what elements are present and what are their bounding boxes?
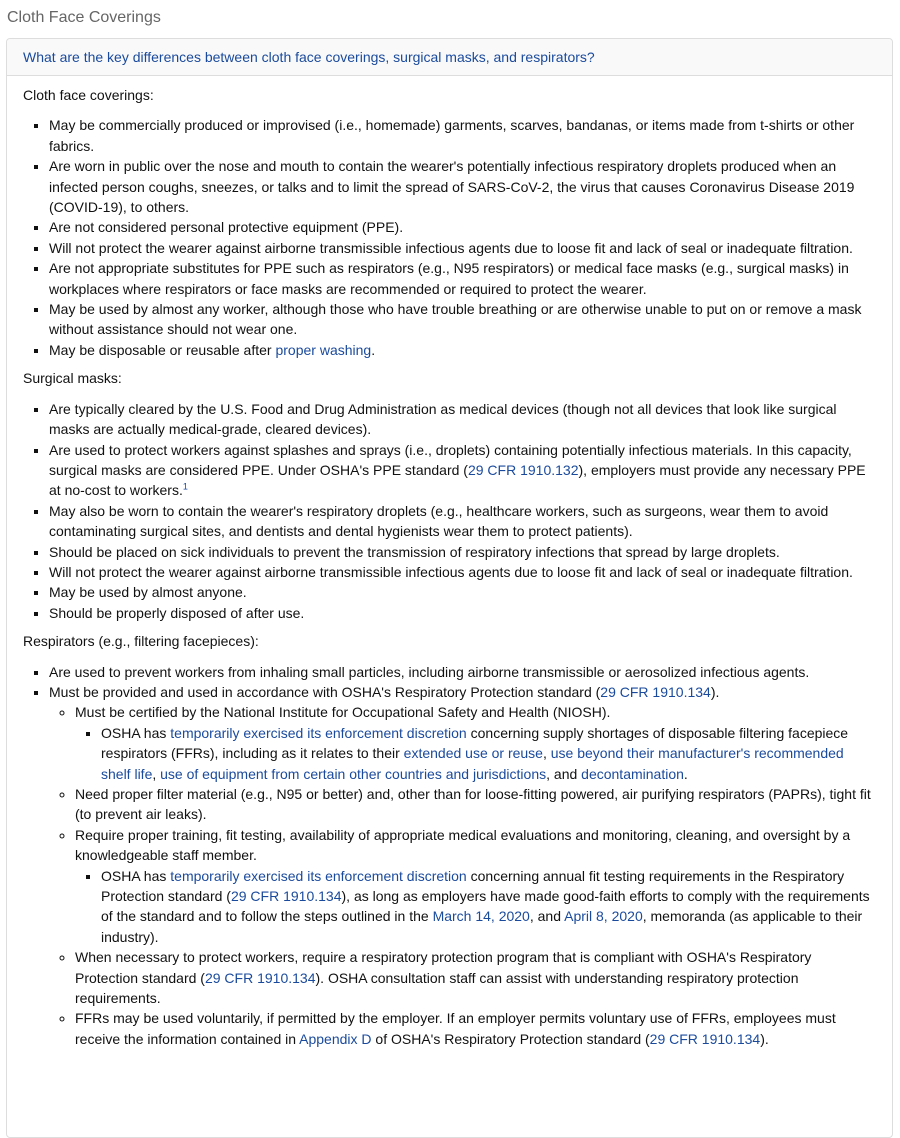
text: FFRs may be used voluntarily, if permitted by the employer. If an employer permits voluntary use of FFRs, employees must receive the information contained in [75,1010,836,1047]
list-item [75,702,876,784]
appendix-d-link[interactable]: Appendix D [299,1030,372,1047]
faq-question-heading [7,39,892,76]
text: OSHA has [101,724,171,741]
text: concerning annual fit testing requirements in the Respiratory Protection standard ( [101,867,845,905]
text: Require proper training, fit testing, availability of appropriate medical evaluations and monitoring, cleaning, and oversight by a knowledgeable staff member. [75,826,851,864]
list-item: ▪ Will not protect the wearer against airborne transmissible infectious agents due to loose fit and lack of seal or inadequate filtration. [49,238,876,258]
cfr-1910-134-link[interactable]: 29 CFR 1910.134 [600,683,711,700]
other-countries-link[interactable]: use of equipment from certain other countries and jurisdictions [160,765,547,782]
list-item: ▪ Are used to prevent workers from inhaling small particles, including airborne transmissible or aerosolized infectious agents. [49,662,876,682]
text: Must be provided and used in accordance with OSHA's Respiratory Protection standard ( [49,683,601,700]
list-item: ◦ Need proper filter material (e.g., N95 or better) and, other than for loose-fitting powered, air purifying respirators (PAPRs), tight fit (to prevent air leaks). [75,784,876,825]
text: concerning supply shortages of disposable filtering facepiece respirators (FFRs), including as it relates to their [101,724,849,762]
text: Must be certified by the National Institute for Occupational Safety and Health (NIOSH). [75,704,611,721]
training-sublist [75,866,876,948]
list-item: ▪ May be used by almost any worker, although those who have trouble breathing or are otherwise unable to put on or remove a mask without assistance should not wear one. [49,299,876,340]
faq-panel [6,38,893,1138]
april-memo-link[interactable]: April 8, 2020 [564,908,643,925]
text: When necessary to protect workers, require a respiratory protection program that is compliant with OSHA's Respiratory Protection standard ( [75,949,812,986]
list-item: ▪ Are not appropriate substitutes for PPE such as respirators (e.g., N95 respirators) or medical face masks (e.g., surgical masks) in workplaces where respirators or face masks are recommended or required to protect the wearer. [49,258,876,299]
footnote-link[interactable]: 1 [182,481,188,492]
text: , [542,745,551,762]
cfr-1910-132-link[interactable]: 29 CFR 1910.132 [467,461,579,478]
respirators-list [23,662,876,1050]
cfr-1910-134-link[interactable]: 29 CFR 1910.134 [204,969,316,986]
page-title: Cloth Face Coverings [7,9,161,26]
enforcement-discretion-link[interactable]: temporarily exercised its enforcement discretion [170,867,467,884]
text: ), as long as employers have made good-faith efforts to comply with the requirements of the standard and to follow the steps outlined in the [101,888,870,925]
shelf-life-link[interactable]: use beyond their manufacturer's recommended shelf life [101,745,844,782]
respirators-heading: Respirators (e.g., filtering facepieces): [23,633,259,650]
enforcement-discretion-link[interactable]: temporarily exercised its enforcement discretion [170,724,467,741]
list-item: ▪ Will not protect the wearer against airborne transmissible infectious agents due to loose fit and lack of seal or inadequate filtration. [49,562,876,582]
text: . [371,341,376,358]
surgical-list [23,399,876,623]
list-item [49,682,876,1049]
faq-question-link[interactable]: What are the key differences between cloth face coverings, surgical masks, and respirators? [23,49,595,65]
proper-washing-link[interactable]: proper washing [275,341,372,358]
list-item: ▪ May also be worn to contain the wearer's respiratory droplets (e.g., healthcare workers, such as surgeons, wear them to avoid contaminating surgical sites, and dentists and dental hygienists wear them to protect patients). [49,501,876,542]
list-item [101,723,876,784]
list-item [75,825,876,947]
text: ). [710,683,720,700]
text: , and [529,908,565,925]
text: . [683,765,688,782]
text: , memoranda (as applicable to their industry). [101,908,863,945]
niosh-sublist [75,723,876,784]
faq-answer [7,76,892,1049]
text: , and [546,765,582,782]
extended-use-link[interactable]: extended use or reuse [403,745,543,762]
decontamination-link[interactable]: decontamination [581,765,684,782]
list-item: ▪ May be commercially produced or improvised (i.e., homemade) garments, scarves, bandanas, or items made from t-shirts or other fabrics. [49,115,876,156]
text: Are used to protect workers against splashes and sprays (i.e., droplets) containing potentially infectious materials. In this capacity, surgical masks are considered PPE. Under OSHA's PPE standard ( [49,441,852,478]
text: ), employers must provide any necessary PPE at no-cost to workers. [49,461,866,499]
text: OSHA has [101,867,171,884]
list-item: ▪ Are typically cleared by the U.S. Food and Drug Administration as medical devices (though not all devices that look like surgical masks are actually medical-grade, cleared devices). [49,399,876,440]
respirators-sublist [49,702,876,1049]
text: May be disposable or reusable after [49,341,276,358]
text: , [152,765,161,782]
list-item [49,440,876,501]
list-item: ▪ Should be placed on sick individuals to prevent the transmission of respiratory infections that spread by large droplets. [49,542,876,562]
list-item: ▪ Are not considered personal protective equipment (PPE). [49,217,876,237]
list-item [75,1008,876,1049]
text: ). OSHA consultation staff can assist with understanding respiratory protection requirements. [75,969,799,1007]
text: of OSHA's Respiratory Protection standard ( [371,1030,650,1047]
cloth-list [23,115,876,360]
list-item: ▪ Should be properly disposed of after use. [49,603,876,623]
surgical-heading: Surgical masks: [23,370,122,387]
list-item: ▪ Are worn in public over the nose and mouth to contain the wearer's potentially infectious respiratory droplets produced when an infected person coughs, sneezes, or talks and to limit the spread of SARS-CoV-2, the virus that causes Coronavirus Disease 2019 (COVID-19), to others. [49,156,876,217]
text: ). [760,1030,769,1047]
list-item [101,866,876,948]
cloth-heading: Cloth face coverings: [23,87,154,103]
list-item [75,947,876,1008]
list-item [49,340,876,360]
march-memo-link[interactable]: March 14, 2020 [432,908,530,925]
cfr-1910-134-link[interactable]: 29 CFR 1910.134 [230,888,342,905]
list-item: ▪ May be used by almost anyone. [49,582,876,602]
cfr-1910-134-link[interactable]: 29 CFR 1910.134 [649,1030,761,1047]
